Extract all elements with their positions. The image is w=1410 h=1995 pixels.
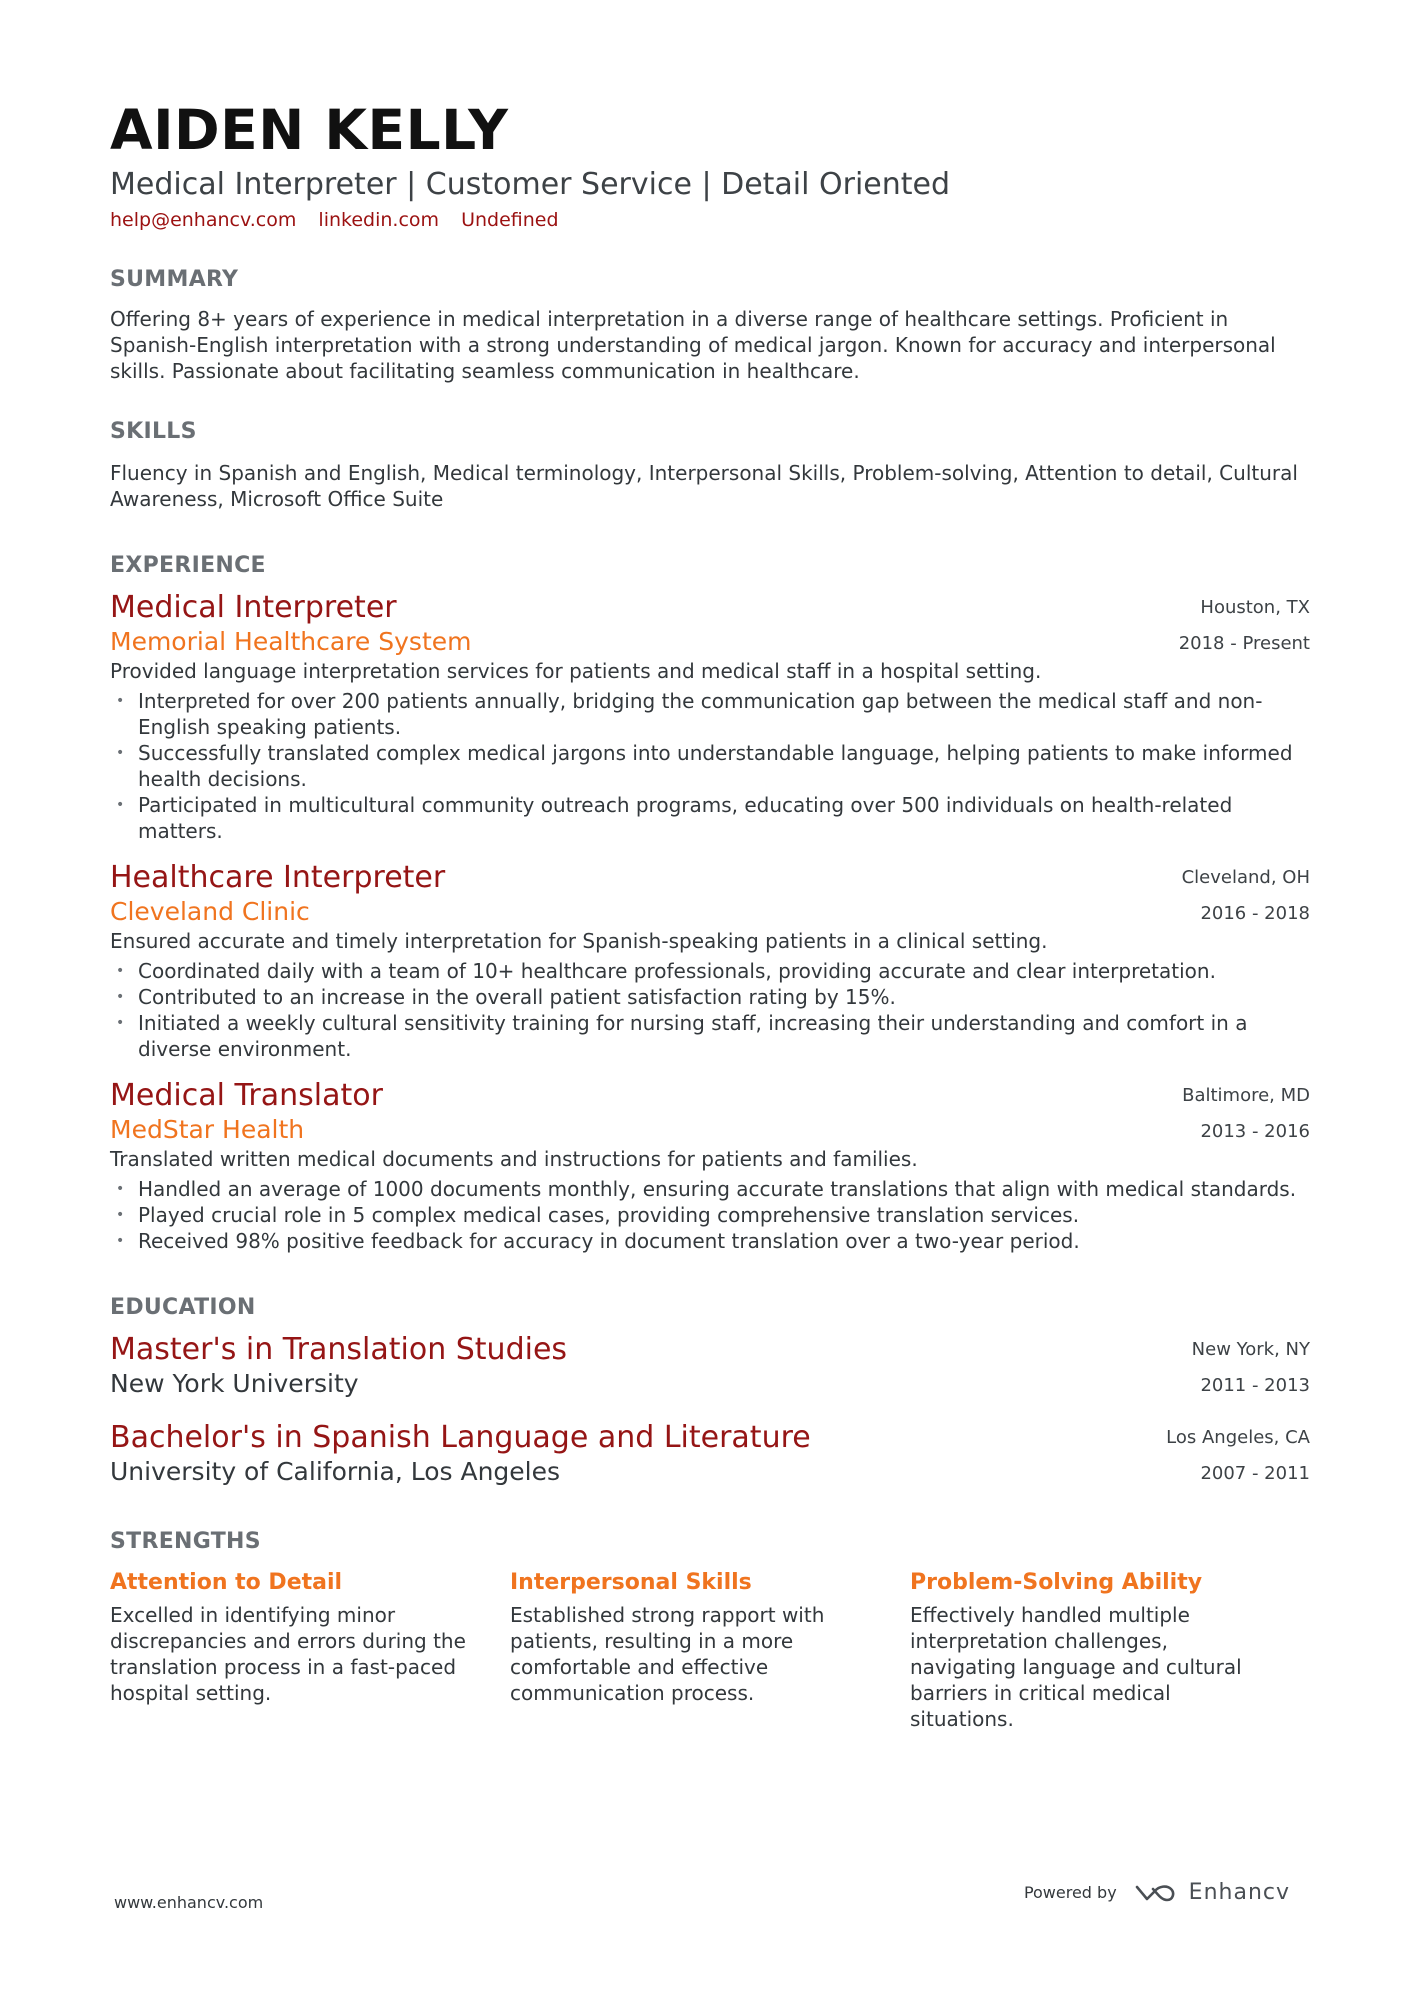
list-item: • Initiated a weekly cultural sensitivity training for nursing staff, increasing their understanding and comfort in a diverse environment. bbox=[110, 1010, 1310, 1062]
education-entry bbox=[110, 1420, 1310, 1488]
brand-name: Enhancv bbox=[1188, 1880, 1290, 1905]
job-bullets bbox=[110, 1176, 1310, 1254]
job-meta bbox=[1182, 1078, 1310, 1150]
list-item: • Contributed to an increase in the overall patient satisfaction rating by 15%. bbox=[110, 984, 1310, 1010]
experience-section bbox=[110, 552, 1310, 1254]
summary-text: Offering 8+ years of experience in medical interpretation in a diverse range of healthcare settings. Proficient in Spanish-English interpretation with a strong understanding of medical jargon. Known for accuracy and interpersonal skills. Passionate about facilitating seamless communication in healthcare. bbox=[110, 307, 1276, 383]
job-dates: 2018 - Present bbox=[1178, 633, 1310, 654]
job-title: Healthcare Interpreter bbox=[110, 860, 446, 895]
degree-title: Master's in Translation Studies bbox=[110, 1332, 568, 1367]
job-title: Medical Interpreter bbox=[110, 590, 397, 625]
skills-section bbox=[110, 418, 1310, 512]
list-item: • Played crucial role in 5 complex medical cases, providing comprehensive translation services. bbox=[110, 1202, 1310, 1228]
job-bullets bbox=[110, 688, 1310, 844]
strength-description: Established strong rapport with patients, resulting in a more comfortable and effective communication process. bbox=[510, 1603, 825, 1705]
summary-section bbox=[110, 266, 1310, 384]
list-item: • Handled an average of 1000 documents monthly, ensuring accurate translations that align with medical standards. bbox=[110, 1176, 1310, 1202]
skills-text: Fluency in Spanish and English, Medical terminology, Interpersonal Skills, Problem-solving, Attention to detail, Cultural Awareness, Microsoft Office Suite bbox=[110, 461, 1298, 511]
job-dates: 2013 - 2016 bbox=[1200, 1121, 1310, 1142]
education-dates: 2007 - 2011 bbox=[1200, 1463, 1310, 1484]
job-meta bbox=[1179, 590, 1310, 662]
strength-title: Problem-Solving Ability bbox=[910, 1570, 1203, 1595]
education-title: EDUCATION bbox=[110, 1295, 256, 1320]
enhancv-logo-icon bbox=[1133, 1881, 1179, 1905]
education-meta bbox=[1166, 1420, 1310, 1492]
strengths-section bbox=[110, 1528, 1310, 1732]
job-description: Translated written medical documents and instructions for patients and families. bbox=[110, 1147, 918, 1171]
footer-branding bbox=[1024, 1880, 1290, 1905]
job-description: Provided language interpretation services for patients and medical staff in a hospital setting. bbox=[110, 659, 1042, 683]
job-meta bbox=[1182, 860, 1310, 932]
candidate-name: AIDEN KELLY bbox=[110, 98, 509, 162]
list-item: • Participated in multicultural community outreach programs, educating over 500 individuals on health-related matters. bbox=[110, 792, 1310, 844]
experience-title: EXPERIENCE bbox=[110, 553, 266, 578]
company-name: MedStar Health bbox=[110, 1115, 305, 1144]
school-name: University of California, Los Angeles bbox=[110, 1457, 561, 1486]
contact-links bbox=[110, 208, 1310, 232]
skills-title: SKILLS bbox=[110, 419, 197, 444]
job-bullets bbox=[110, 958, 1310, 1062]
strength-description: Excelled in identifying minor discrepancies and errors during the translation process in a fast-paced hospital setting. bbox=[110, 1603, 466, 1705]
summary-title: SUMMARY bbox=[110, 267, 239, 292]
list-item: • Coordinated daily with a team of 10+ healthcare professionals, providing accurate and clear interpretation. bbox=[110, 958, 1310, 984]
strengths-title: STRENGTHS bbox=[110, 1529, 261, 1554]
powered-by-label: Powered by bbox=[1023, 1883, 1117, 1902]
job-dates: 2016 - 2018 bbox=[1200, 903, 1310, 924]
education-entry bbox=[110, 1332, 1310, 1400]
school-name: New York University bbox=[110, 1369, 359, 1398]
company-name: Cleveland Clinic bbox=[110, 897, 310, 926]
job-location: Baltimore, MD bbox=[1182, 1085, 1310, 1106]
headline: Medical Interpreter | Customer Service | Detail Oriented bbox=[110, 167, 951, 202]
strengths-grid bbox=[110, 1568, 1310, 1732]
resume-page bbox=[110, 100, 1310, 1732]
list-item: • Received 98% positive feedback for accuracy in document translation over a two-year period. bbox=[110, 1228, 1310, 1254]
education-dates: 2011 - 2013 bbox=[1200, 1375, 1310, 1396]
job-description: Ensured accurate and timely interpretation for Spanish-speaking patients in a clinical setting. bbox=[110, 929, 1048, 953]
header bbox=[110, 100, 1310, 232]
footer-website[interactable]: www.enhancv.com bbox=[114, 1893, 264, 1912]
experience-entry bbox=[110, 1078, 1310, 1254]
education-location: New York, NY bbox=[1191, 1339, 1310, 1360]
list-item: • Successfully translated complex medical jargons into understandable language, helping patients to make informed health decisions. bbox=[110, 740, 1310, 792]
job-location: Cleveland, OH bbox=[1181, 867, 1310, 888]
experience-entry bbox=[110, 860, 1310, 1062]
enhancv-logo[interactable] bbox=[1133, 1880, 1290, 1905]
strength-item bbox=[110, 1568, 510, 1732]
education-location: Los Angeles, CA bbox=[1166, 1427, 1310, 1448]
strength-title: Interpersonal Skills bbox=[510, 1570, 752, 1595]
email-link[interactable]: help@enhancv.com bbox=[110, 209, 297, 231]
strength-item bbox=[910, 1568, 1310, 1732]
degree-title: Bachelor's in Spanish Language and Literature bbox=[110, 1420, 811, 1455]
job-title: Medical Translator bbox=[110, 1078, 383, 1113]
strength-item bbox=[510, 1568, 910, 1732]
strength-description: Effectively handled multiple interpretation challenges, navigating language and cultural barriers in critical medical situations. bbox=[910, 1603, 1242, 1731]
location-link[interactable]: Undefined bbox=[461, 209, 559, 231]
education-section bbox=[110, 1294, 1310, 1488]
job-location: Houston, TX bbox=[1200, 597, 1310, 618]
education-meta bbox=[1192, 1332, 1310, 1404]
list-item: • Interpreted for over 200 patients annually, bridging the communication gap between the medical staff and non-English speaking patients. bbox=[110, 688, 1310, 740]
experience-entry bbox=[110, 590, 1310, 844]
strength-title: Attention to Detail bbox=[110, 1570, 343, 1595]
company-name: Memorial Healthcare System bbox=[110, 627, 472, 656]
linkedin-link[interactable]: linkedin.com bbox=[318, 209, 440, 231]
